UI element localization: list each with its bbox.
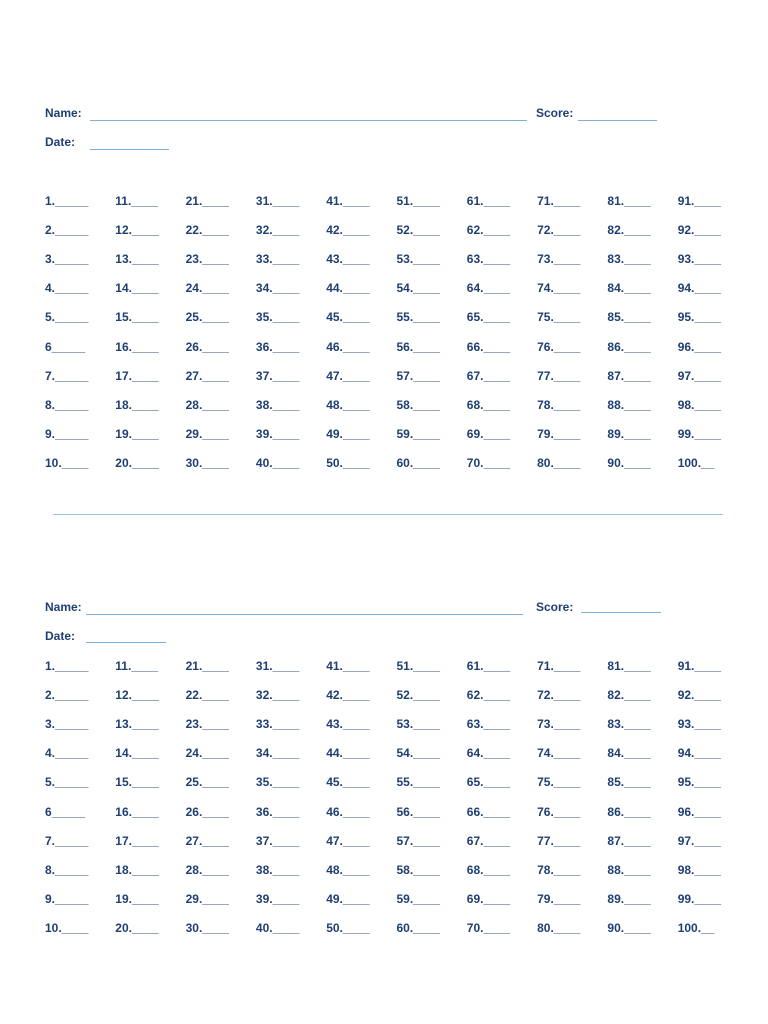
answer-blank-88: 88.____: [607, 862, 651, 877]
date-label: Date:: [45, 135, 76, 149]
answer-blank-29: 29.____: [185, 426, 229, 441]
answer-blank-18: 18.____: [115, 397, 159, 412]
answer-blank-8: 8._____: [45, 862, 89, 877]
answer-blank-97: 97.____: [677, 368, 722, 383]
answer-blank-96: 96.____: [677, 339, 722, 354]
answer-blank-98: 98.____: [677, 397, 722, 412]
answer-blank-42: 42.____: [326, 688, 370, 703]
answer-blank-17: 17.____: [115, 833, 159, 848]
name-label: Name:: [45, 600, 82, 614]
answer-blank-94: 94.____: [677, 281, 722, 296]
answer-blank-56: 56.____: [396, 804, 440, 819]
answer-blank-76: 76.____: [537, 339, 581, 354]
answer-blank-24: 24.____: [185, 746, 229, 761]
answer-blank-62: 62.____: [466, 688, 511, 703]
answer-blank-65: 65.____: [466, 775, 511, 790]
answer-blank-30: 30.____: [185, 920, 229, 935]
answer-blank-3: 3._____: [45, 717, 89, 732]
answer-blank-33: 33.____: [255, 252, 300, 267]
answer-blank-39: 39.____: [255, 891, 300, 906]
answer-blank-12: 12.____: [115, 688, 159, 703]
answer-blank-33: 33.____: [255, 717, 300, 732]
answer-blank-93: 93.____: [677, 252, 722, 267]
answer-blank-89: 89.____: [607, 891, 651, 906]
answer-blank-84: 84.____: [607, 281, 651, 296]
answer-blank-25: 25.____: [185, 775, 229, 790]
answer-blank-35: 35.____: [255, 310, 300, 325]
answer-blank-26: 26.____: [185, 339, 229, 354]
answer-blank-14: 14.____: [115, 281, 159, 296]
answer-blank-28: 28.____: [185, 397, 229, 412]
score-field-line: [581, 612, 661, 613]
answer-blank-76: 76.____: [537, 804, 581, 819]
answer-blank-44: 44.____: [326, 281, 370, 296]
answer-blank-40: 40.____: [255, 455, 300, 470]
answer-blank-32: 32.____: [255, 223, 300, 238]
answer-blank-85: 85.____: [607, 310, 651, 325]
answer-blank-4: 4._____: [45, 746, 89, 761]
answer-blank-12: 12.____: [115, 223, 159, 238]
answer-blank-9: 9._____: [45, 426, 89, 441]
answer-blank-100: 100.__: [677, 455, 715, 470]
answer-blank-58: 58.____: [396, 397, 440, 412]
answer-blank-16: 16.____: [115, 804, 159, 819]
answer-blank-71: 71.____: [537, 194, 581, 208]
answer-blank-48: 48.____: [326, 397, 370, 412]
answer-blank-40: 40.____: [255, 920, 300, 935]
answer-blank-11: 11.____: [115, 194, 159, 208]
answer-blank-21: 21.____: [185, 194, 229, 208]
answer-blank-91: 91.____: [677, 194, 722, 208]
answer-blank-94: 94.____: [677, 746, 722, 761]
answer-blank-43: 43.____: [326, 252, 370, 267]
answer-blank-3: 3._____: [45, 252, 89, 267]
answer-blank-79: 79.____: [537, 891, 581, 906]
answer-blank-52: 52.____: [396, 223, 440, 238]
answer-blank-67: 67.____: [466, 833, 511, 848]
answer-blank-4: 4._____: [45, 281, 89, 296]
answer-blank-1: 1._____: [45, 659, 89, 673]
answer-blank-74: 74.____: [537, 281, 581, 296]
answer-blank-38: 38.____: [255, 862, 300, 877]
answer-blank-22: 22.____: [185, 688, 229, 703]
answer-blank-46: 46.____: [326, 339, 370, 354]
answer-blank-64: 64.____: [466, 746, 511, 761]
answer-blank-34: 34.____: [255, 746, 300, 761]
answer-blank-51: 51.____: [396, 659, 440, 673]
answer-blank-39: 39.____: [255, 426, 300, 441]
answer-blank-22: 22.____: [185, 223, 229, 238]
answer-blank-61: 61.____: [466, 659, 511, 673]
answer-blank-27: 27.____: [185, 368, 229, 383]
answer-blank-28: 28.____: [185, 862, 229, 877]
answer-blank-6: 6_____: [45, 339, 86, 354]
answer-blank-31: 31.____: [255, 194, 300, 208]
answer-blank-72: 72.____: [537, 688, 581, 703]
answer-blank-100: 100.__: [677, 920, 715, 935]
answer-blank-80: 80.____: [537, 920, 581, 935]
date-label: Date:: [45, 629, 76, 643]
answer-blank-36: 36.____: [255, 339, 300, 354]
answer-blank-73: 73.____: [537, 252, 581, 267]
answer-blank-34: 34.____: [255, 281, 300, 296]
answer-blank-73: 73.____: [537, 717, 581, 732]
score-field-line: [578, 120, 657, 121]
answer-blank-78: 78.____: [537, 862, 581, 877]
answer-blank-6: 6_____: [45, 804, 86, 819]
answer-blank-67: 67.____: [466, 368, 511, 383]
answer-blank-70: 70.____: [466, 920, 511, 935]
answer-blank-41: 41.____: [326, 194, 370, 208]
answer-blank-48: 48.____: [326, 862, 370, 877]
answer-blank-59: 59.____: [396, 891, 440, 906]
answer-blank-9: 9._____: [45, 891, 89, 906]
answer-blank-99: 99.____: [677, 891, 722, 906]
answer-blank-92: 92.____: [677, 223, 722, 238]
answer-blank-41: 41.____: [326, 659, 370, 673]
answer-blank-24: 24.____: [185, 281, 229, 296]
name-label: Name:: [45, 106, 82, 120]
answer-blank-14: 14.____: [115, 746, 159, 761]
answer-blank-83: 83.____: [607, 252, 651, 267]
answer-blank-10: 10.____: [45, 920, 89, 935]
answer-blank-82: 82.____: [607, 223, 651, 238]
answer-blank-2: 2._____: [45, 688, 89, 703]
answer-blank-89: 89.____: [607, 426, 651, 441]
answer-blank-51: 51.____: [396, 194, 440, 208]
answer-blank-46: 46.____: [326, 804, 370, 819]
answer-blank-5: 5._____: [45, 775, 89, 790]
answer-blank-75: 75.____: [537, 775, 581, 790]
answer-blank-5: 5._____: [45, 310, 89, 325]
answer-blank-19: 19.____: [115, 426, 159, 441]
answer-blank-8: 8._____: [45, 397, 89, 412]
answer-blank-26: 26.____: [185, 804, 229, 819]
section-divider: [53, 514, 723, 515]
answer-blank-72: 72.____: [537, 223, 581, 238]
answer-blank-68: 68.____: [466, 397, 511, 412]
answer-blank-49: 49.____: [326, 891, 370, 906]
answer-blank-29: 29.____: [185, 891, 229, 906]
answer-blank-83: 83.____: [607, 717, 651, 732]
answer-blank-52: 52.____: [396, 688, 440, 703]
score-label: Score:: [536, 600, 574, 614]
answer-blank-99: 99.____: [677, 426, 722, 441]
sheet2-answer-grid: [45, 659, 735, 949]
answer-blank-85: 85.____: [607, 775, 651, 790]
answer-blank-43: 43.____: [326, 717, 370, 732]
answer-blank-58: 58.____: [396, 862, 440, 877]
answer-blank-37: 37.____: [255, 833, 300, 848]
answer-blank-20: 20.____: [115, 920, 159, 935]
answer-blank-66: 66.____: [466, 339, 511, 354]
answer-blank-84: 84.____: [607, 746, 651, 761]
answer-blank-23: 23.____: [185, 252, 229, 267]
answer-blank-74: 74.____: [537, 746, 581, 761]
answer-blank-57: 57.____: [396, 368, 440, 383]
answer-blank-86: 86.____: [607, 339, 651, 354]
answer-blank-63: 63.____: [466, 717, 511, 732]
answer-blank-35: 35.____: [255, 775, 300, 790]
answer-blank-65: 65.____: [466, 310, 511, 325]
answer-blank-77: 77.____: [537, 833, 581, 848]
name-field-line: [86, 614, 523, 615]
answer-blank-75: 75.____: [537, 310, 581, 325]
answer-blank-57: 57.____: [396, 833, 440, 848]
answer-blank-66: 66.____: [466, 804, 511, 819]
answer-blank-56: 56.____: [396, 339, 440, 354]
answer-blank-19: 19.____: [115, 891, 159, 906]
answer-blank-70: 70.____: [466, 455, 511, 470]
name-field-line: [90, 120, 527, 121]
answer-blank-69: 69.____: [466, 426, 511, 441]
answer-blank-86: 86.____: [607, 804, 651, 819]
answer-blank-95: 95.____: [677, 310, 722, 325]
answer-blank-18: 18.____: [115, 862, 159, 877]
answer-blank-90: 90.____: [607, 920, 651, 935]
answer-blank-21: 21.____: [185, 659, 229, 673]
answer-blank-47: 47.____: [326, 833, 370, 848]
answer-blank-69: 69.____: [466, 891, 511, 906]
answer-blank-88: 88.____: [607, 397, 651, 412]
answer-blank-31: 31.____: [255, 659, 300, 673]
answer-blank-87: 87.____: [607, 368, 651, 383]
score-label: Score:: [536, 106, 574, 120]
answer-blank-13: 13.____: [115, 252, 159, 267]
answer-blank-60: 60.____: [396, 455, 440, 470]
answer-blank-63: 63.____: [466, 252, 511, 267]
answer-blank-32: 32.____: [255, 688, 300, 703]
answer-blank-42: 42.____: [326, 223, 370, 238]
answer-blank-60: 60.____: [396, 920, 440, 935]
answer-blank-1: 1._____: [45, 194, 89, 208]
answer-blank-45: 45.____: [326, 775, 370, 790]
answer-blank-10: 10.____: [45, 455, 89, 470]
answer-blank-23: 23.____: [185, 717, 229, 732]
answer-blank-17: 17.____: [115, 368, 159, 383]
answer-blank-61: 61.____: [466, 194, 511, 208]
answer-blank-79: 79.____: [537, 426, 581, 441]
answer-blank-36: 36.____: [255, 804, 300, 819]
date-field-line: [86, 642, 166, 643]
answer-blank-78: 78.____: [537, 397, 581, 412]
answer-blank-68: 68.____: [466, 862, 511, 877]
answer-blank-50: 50.____: [326, 455, 370, 470]
answer-blank-50: 50.____: [326, 920, 370, 935]
answer-blank-53: 53.____: [396, 252, 440, 267]
date-field-line: [90, 149, 169, 150]
answer-blank-44: 44.____: [326, 746, 370, 761]
answer-blank-20: 20.____: [115, 455, 159, 470]
answer-blank-62: 62.____: [466, 223, 511, 238]
answer-blank-16: 16.____: [115, 339, 159, 354]
answer-blank-25: 25.____: [185, 310, 229, 325]
answer-blank-96: 96.____: [677, 804, 722, 819]
answer-blank-82: 82.____: [607, 688, 651, 703]
answer-blank-54: 54.____: [396, 281, 440, 296]
answer-blank-98: 98.____: [677, 862, 722, 877]
answer-blank-38: 38.____: [255, 397, 300, 412]
answer-blank-77: 77.____: [537, 368, 581, 383]
answer-blank-95: 95.____: [677, 775, 722, 790]
answer-blank-7: 7._____: [45, 833, 89, 848]
answer-blank-90: 90.____: [607, 455, 651, 470]
answer-blank-93: 93.____: [677, 717, 722, 732]
answer-blank-13: 13.____: [115, 717, 159, 732]
answer-blank-80: 80.____: [537, 455, 581, 470]
answer-blank-71: 71.____: [537, 659, 581, 673]
answer-blank-15: 15.____: [115, 310, 159, 325]
answer-blank-2: 2._____: [45, 223, 89, 238]
answer-blank-64: 64.____: [466, 281, 511, 296]
answer-blank-91: 91.____: [677, 659, 722, 673]
answer-blank-55: 55.____: [396, 775, 440, 790]
answer-blank-49: 49.____: [326, 426, 370, 441]
answer-blank-81: 81.____: [607, 659, 651, 673]
answer-blank-47: 47.____: [326, 368, 370, 383]
sheet1-answer-grid: [45, 194, 735, 484]
answer-blank-7: 7._____: [45, 368, 89, 383]
answer-blank-97: 97.____: [677, 833, 722, 848]
answer-blank-92: 92.____: [677, 688, 722, 703]
answer-blank-11: 11.____: [115, 659, 159, 673]
answer-blank-37: 37.____: [255, 368, 300, 383]
answer-blank-87: 87.____: [607, 833, 651, 848]
answer-blank-53: 53.____: [396, 717, 440, 732]
answer-blank-54: 54.____: [396, 746, 440, 761]
answer-blank-45: 45.____: [326, 310, 370, 325]
answer-blank-59: 59.____: [396, 426, 440, 441]
answer-blank-81: 81.____: [607, 194, 651, 208]
answer-blank-55: 55.____: [396, 310, 440, 325]
answer-blank-15: 15.____: [115, 775, 159, 790]
answer-blank-27: 27.____: [185, 833, 229, 848]
answer-blank-30: 30.____: [185, 455, 229, 470]
